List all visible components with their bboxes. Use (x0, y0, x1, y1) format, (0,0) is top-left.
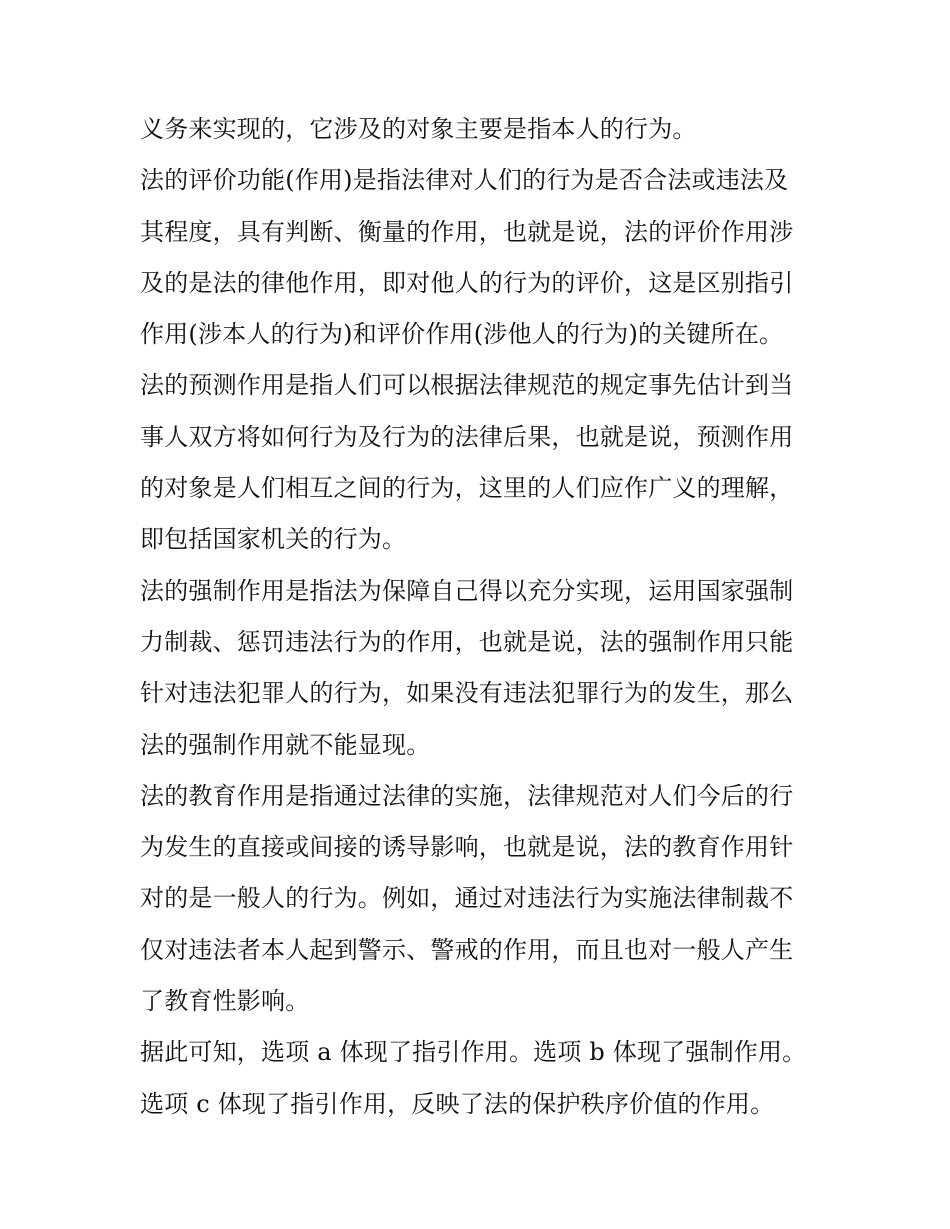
text-line: 及的是法的律他作用，即对他人的行为的评价，这是区别指引 (140, 268, 794, 297)
text-line: 义务来实现的，它涉及的对象主要是指本人的行为。 (140, 115, 697, 143)
text-line: 法的教育作用是指通过法律的实施，法律规范对人们今后的行 (140, 781, 794, 810)
text-line: 事人双方将如何行为及行为的法律后果，也就是说，预测作用 (140, 422, 794, 451)
text-line: 对的是一般人的行为。例如，通过对违法行为实施法律制裁不 (140, 884, 794, 913)
text-line: 为发生的直接或间接的诱导影响，也就是说，法的教育作用针 (140, 833, 794, 862)
text-line: 法的强制作用就不能显现。 (140, 730, 431, 759)
text-line: 力制裁、惩罚违法行为的作用，也就是说，法的强制作用只能 (140, 627, 794, 656)
text-line: 选项 c 体现了指引作用，反映了法的保护秩序价值的作用。 (140, 1089, 775, 1118)
text-line: 即包括国家机关的行为。 (140, 525, 407, 554)
text-line: 法的强制作用是指法为保障自己得以充分实现，运用国家强制 (140, 576, 794, 605)
text-line: 其程度，具有判断、衡量的作用，也就是说，法的评价作用涉 (140, 217, 794, 246)
text-line: 作用(涉本人的行为)和评价作用(涉他人的行为)的关键所在。 (140, 320, 784, 349)
text-line: 法的评价功能(作用)是指法律对人们的行为是否合法或违法及 (140, 166, 789, 195)
text-line: 法的预测作用是指人们可以根据法律规范的规定事先估计到当 (140, 371, 794, 400)
text-line: 仅对违法者本人起到警示、警戒的作用，而且也对一般人产生 (140, 935, 794, 964)
text-line: 了教育性影响。 (140, 987, 310, 1016)
text-line: 的对象是人们相互之间的行为，这里的人们应作广义的理解， (140, 474, 794, 503)
text-line: 针对违法犯罪人的行为，如果没有违法犯罪行为的发生，那么 (140, 679, 794, 708)
document-body (140, 104, 820, 1130)
text-line: 据此可知，选项 a 体现了指引作用。选项 b 体现了强制作用。 (140, 1038, 807, 1067)
